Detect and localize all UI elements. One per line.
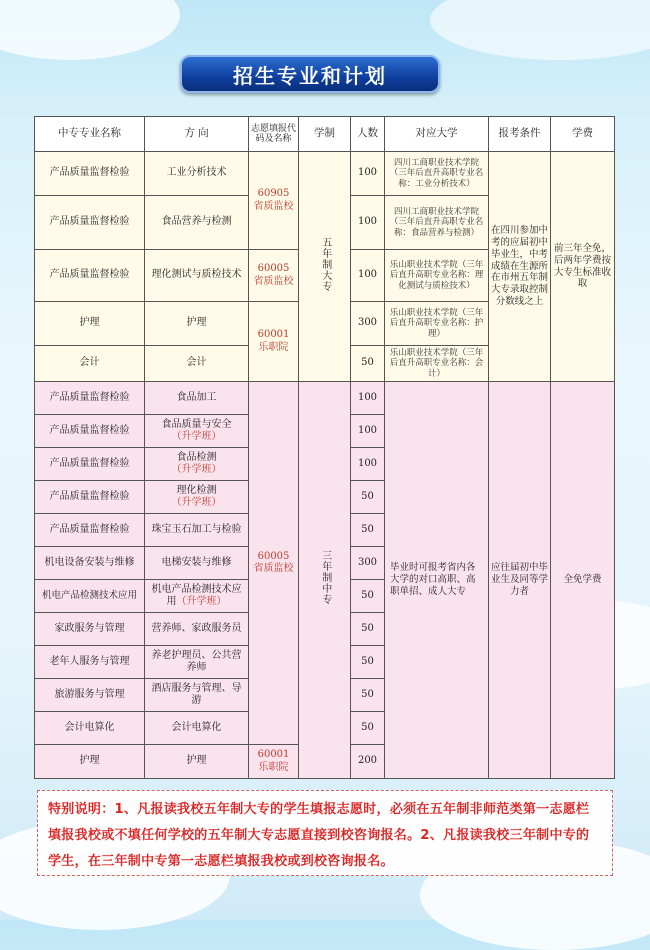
- direction-text: 珠宝玉石加工与检验: [151, 523, 242, 535]
- cloud-decoration: [430, 0, 650, 60]
- duration-cell: [299, 152, 351, 382]
- count-cell: 50: [351, 346, 385, 382]
- major-cell: 产品质量监督检验: [35, 514, 145, 547]
- direction-text: 食品检测: [176, 451, 217, 463]
- direction-cell: [145, 415, 249, 448]
- direction-text: 电梯安装与维修: [161, 556, 232, 568]
- table-row: [35, 152, 615, 196]
- direction-text: 养老护理员、公共营养师: [151, 649, 242, 673]
- count-cell: 50: [351, 514, 385, 547]
- direction-text: 会计电算化: [171, 721, 222, 733]
- header-university: 对应大学: [385, 117, 489, 152]
- duration-cell: [299, 382, 351, 779]
- direction-cell: 理化测试与质检技术: [145, 250, 249, 302]
- page-title: 招生专业和计划: [180, 55, 440, 93]
- table-header-row: [35, 117, 615, 152]
- header-major: 中专专业名称: [35, 117, 145, 152]
- university-cell: 毕业时可报考省内各大学的对口高职、高职单招、成人大专: [385, 382, 489, 779]
- major-cell: 产品质量监督检验: [35, 481, 145, 514]
- direction-cell: 会计: [145, 346, 249, 382]
- count-cell: 100: [351, 152, 385, 196]
- direction-text: 食品质量与安全: [161, 418, 232, 430]
- class-tag: （升学班）: [171, 431, 222, 442]
- count-cell: 100: [351, 196, 385, 250]
- count-cell: 100: [351, 250, 385, 302]
- count-cell: 50: [351, 613, 385, 646]
- duration-text: 五年制大专: [319, 236, 331, 292]
- major-cell: 产品质量监督检验: [35, 415, 145, 448]
- direction-cell: [145, 613, 249, 646]
- direction-text: 护理: [186, 755, 207, 767]
- major-cell: 老年人服务与管理: [35, 646, 145, 679]
- header-duration: 学制: [299, 117, 351, 152]
- major-cell: 产品质量监督检验: [35, 250, 145, 302]
- cloud-decoration: [0, 0, 180, 60]
- header-direction: 方 向: [145, 117, 249, 152]
- direction-cell: [145, 382, 249, 415]
- fee-cell: 前三年全免，后两年学费按大专生标准收取: [551, 152, 615, 382]
- code-cell: 60905 省质监校: [249, 152, 299, 250]
- major-cell: 机电产品检测技术应用: [35, 580, 145, 613]
- university-cell: 四川工商职业技术学院（三年后直升高职专业名称：工业分析技术）: [385, 152, 489, 196]
- direction-cell: [145, 679, 249, 712]
- university-cell: 乐山职业技术学院（三年后直升高职专业名称：会计）: [385, 346, 489, 382]
- count-cell: 50: [351, 679, 385, 712]
- fee-cell: 全免学费: [551, 382, 615, 779]
- major-cell: 会计: [35, 346, 145, 382]
- condition-cell: 应往届初中毕业生及同等学力者: [489, 382, 551, 779]
- count-cell: 100: [351, 415, 385, 448]
- class-tag: （升学班）: [171, 497, 222, 508]
- major-cell: 家政服务与管理: [35, 613, 145, 646]
- class-tag: （升学班）: [176, 596, 227, 607]
- count-cell: 200: [351, 745, 385, 779]
- direction-cell: [145, 712, 249, 745]
- code-cell: 60005 省质监校: [249, 250, 299, 302]
- major-cell: 护理: [35, 745, 145, 779]
- major-cell: 护理: [35, 302, 145, 346]
- duration-text: 三年制中专: [319, 550, 331, 606]
- class-tag: （升学班）: [171, 464, 222, 475]
- direction-cell: [145, 745, 249, 779]
- header-count: 人数: [351, 117, 385, 152]
- direction-cell: [145, 547, 249, 580]
- code-cell: 60001 乐职院: [249, 745, 299, 779]
- direction-text: 营养师、家政服务员: [151, 622, 242, 634]
- code-cell: 60001 乐职院: [249, 302, 299, 382]
- direction-cell: 工业分析技术: [145, 152, 249, 196]
- header-fee: 学费: [551, 117, 615, 152]
- direction-cell: 护理: [145, 302, 249, 346]
- direction-text: 理化检测: [176, 484, 217, 496]
- code-cell: 60005 省质监校: [249, 382, 299, 745]
- count-cell: 50: [351, 712, 385, 745]
- major-cell: 产品质量监督检验: [35, 196, 145, 250]
- count-cell: 100: [351, 382, 385, 415]
- direction-text: 食品加工: [176, 391, 217, 403]
- count-cell: 100: [351, 448, 385, 481]
- major-cell: 机电设备安装与维修: [35, 547, 145, 580]
- count-cell: 50: [351, 580, 385, 613]
- condition-cell: 在四川参加中考的应届初中毕业生，中考成绩在生源所在市州五年制大专录取控制分数线之上: [489, 152, 551, 382]
- count-cell: 50: [351, 481, 385, 514]
- major-cell: 产品质量监督检验: [35, 152, 145, 196]
- direction-cell: [145, 580, 249, 613]
- count-cell: 50: [351, 646, 385, 679]
- university-cell: 四川工商职业技术学院（三年后直升高职专业名称：食品营养与检测）: [385, 196, 489, 250]
- page-title-banner: [180, 55, 440, 95]
- direction-cell: [145, 481, 249, 514]
- direction-cell: [145, 514, 249, 547]
- major-cell: 旅游服务与管理: [35, 679, 145, 712]
- direction-cell: 食品营养与检测: [145, 196, 249, 250]
- count-cell: 300: [351, 302, 385, 346]
- header-code: 志愿填报代码及名称: [249, 117, 299, 152]
- table-row: [35, 382, 615, 415]
- header-condition: 报考条件: [489, 117, 551, 152]
- direction-text: 机电产品检测技术应用: [151, 583, 242, 607]
- direction-cell: [145, 646, 249, 679]
- count-cell: 300: [351, 547, 385, 580]
- direction-text: 酒店服务与管理、导游: [151, 682, 242, 706]
- university-cell: 乐山职业技术学院（三年后直升高职专业名称：护理）: [385, 302, 489, 346]
- special-note: 特别说明：1、凡报读我校五年制大专的学生填报志愿时，必须在五年制非师范类第一志愿栏填报我校或不填任何学校的五年制大专志愿直接到校咨询报名。2、凡报读我校三年制中专的学生，在三年制中专第一志愿栏填报我校或到校咨询报名。: [37, 790, 613, 876]
- major-cell: 产品质量监督检验: [35, 448, 145, 481]
- major-cell: 会计电算化: [35, 712, 145, 745]
- major-cell: 产品质量监督检验: [35, 382, 145, 415]
- enrollment-plan-table: [34, 116, 615, 779]
- university-cell: 乐山职业技术学院（三年后直升高职专业名称：理化测试与质检技术）: [385, 250, 489, 302]
- direction-cell: [145, 448, 249, 481]
